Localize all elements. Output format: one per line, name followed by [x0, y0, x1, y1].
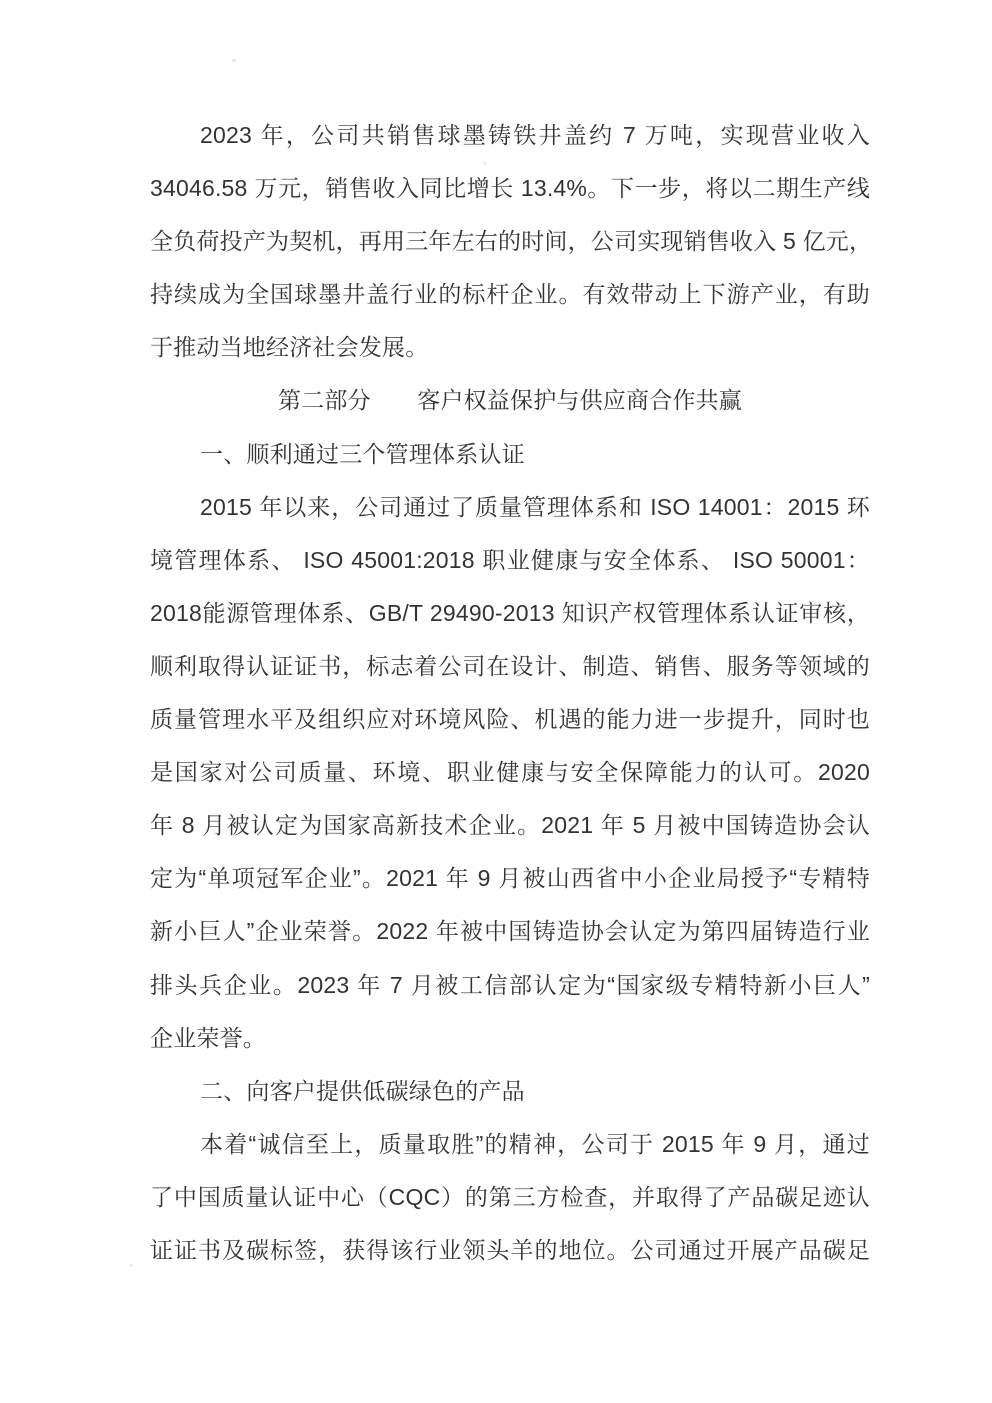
body-line: 34046.58 万元，销售收入同比增长 13.4%。下一步，将以二期生产线 — [150, 175, 870, 202]
body-line: 排头兵企业。2023 年 7 月被工信部认定为“国家级专精特新小巨人” — [150, 971, 870, 998]
document-text-block — [150, 109, 873, 1277]
body-line: 质量管理水平及组织应对环境风险、机遇的能力进一步提升，同时也 — [150, 706, 870, 733]
body-line: 2015 年以来，公司通过了质量管理体系和 ISO 14001：2015 环 — [200, 493, 870, 520]
scan-speckle — [232, 59, 236, 62]
body-line: 全负荷投产为契机，再用三年左右的时间，公司实现销售收入 5 亿元， — [150, 228, 873, 255]
body-line: 顺利取得认证证书，标志着公司在设计、制造、销售、服务等领域的 — [150, 652, 870, 679]
body-line: 了中国质量认证中心（CQC）的第三方检查，并取得了产品碳足迹认 — [150, 1183, 870, 1210]
body-line: 企业荣誉。 — [150, 1024, 266, 1051]
scan-speckle — [129, 1264, 133, 1267]
body-line: 2018能源管理体系、GB/T 29490-2013 知识产权管理体系认证审核， — [150, 599, 870, 626]
subsection-heading-2: 二、向客户提供低碳绿色的产品 — [200, 1077, 525, 1104]
body-line: 境管理体系、 ISO 45001:2018 职业健康与安全体系、 ISO 50001： — [150, 546, 870, 573]
body-line: 2023 年，公司共销售球墨铸铁井盖约 7 万吨，实现营业收入 — [200, 122, 870, 148]
body-line: 持续成为全国球墨井盖行业的标杆企业。有效带动上下游产业，有助 — [150, 281, 870, 308]
body-line: 新小巨人”企业荣誉。2022 年被中国铸造协会认定为第四届铸造行业 — [150, 918, 870, 945]
body-line: 定为“单项冠军企业”。2021 年 9 月被山西省中小企业局授予“专精特 — [150, 865, 870, 892]
subsection-heading-1: 一、顺利通过三个管理体系认证 — [200, 440, 525, 467]
section-heading: 第二部分 客户权益保护与供应商合作共赢 — [278, 387, 742, 414]
body-line: 证证书及碳标签，获得该行业领头羊的地位。公司通过开展产品碳足 — [150, 1236, 870, 1263]
body-line: 是国家对公司质量、环境、职业健康与安全保障能力的认可。2020 — [150, 759, 870, 786]
body-line: 本着“诚信至上，质量取胜”的精神，公司于 2015 年 9 月，通过 — [200, 1130, 870, 1157]
body-line: 于推动当地经济社会发展。 — [150, 334, 429, 361]
body-line: 年 8 月被认定为国家高新技术企业。2021 年 5 月被中国铸造协会认 — [150, 812, 870, 839]
